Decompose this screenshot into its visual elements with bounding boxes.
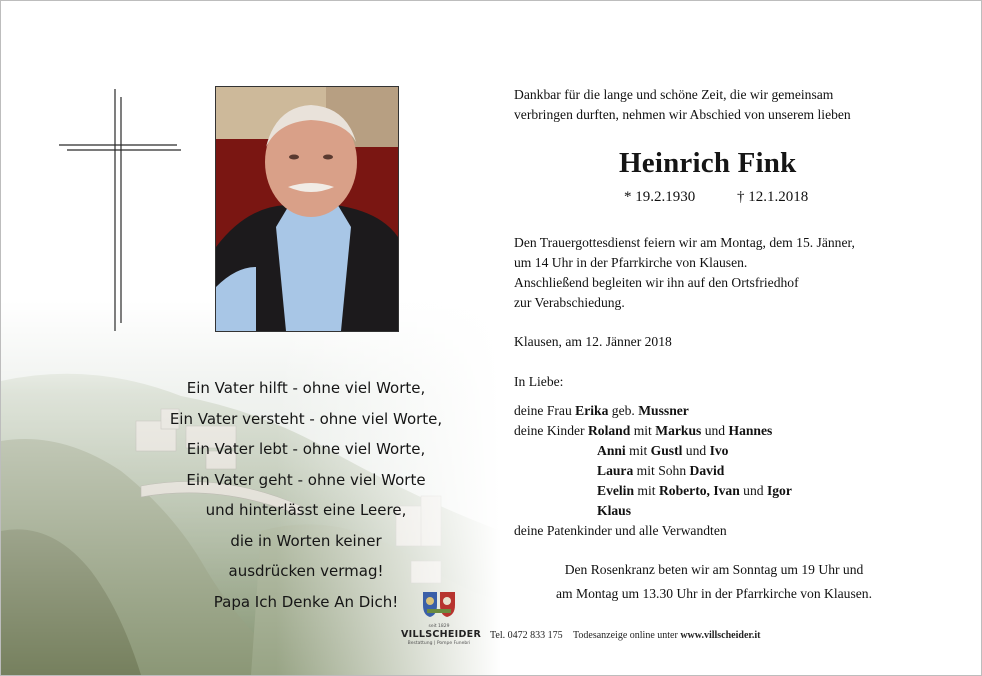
- poem: [141, 373, 471, 617]
- poem-line: Ein Vater geht - ohne viel Worte: [186, 470, 426, 489]
- place-date: Klausen, am 12. Jänner 2018: [514, 334, 672, 349]
- poem-line: die in Worten keiner: [230, 531, 382, 550]
- family-child-line: Laura mit Sohn David: [597, 463, 725, 478]
- cross-icon: [59, 87, 181, 333]
- portrait-photo: [215, 86, 399, 332]
- poem-line: und hinterlässt eine Leere,: [205, 501, 407, 519]
- birth-date: * 19.2.1930: [624, 189, 696, 205]
- poem-line: ausdrücken vermag!: [228, 562, 384, 580]
- footer-online-link[interactable]: Todesanzeige online unter www.villscheider.it: [573, 630, 761, 641]
- life-dates: [624, 189, 808, 206]
- family-wife-line: deine Frau Erika geb. Mussner: [514, 403, 689, 418]
- logo-subtitle: Bestattung | Pompe Funebri: [407, 641, 471, 646]
- rosary-text: Den Rosenkranz beten wir am Sonntag um 19 Uhr und am Montag um 13.30 Uhr in der Pfarrkirche von Klausen.: [556, 562, 872, 601]
- family-others-line: deine Patenkinder und alle Verwandten: [514, 523, 727, 538]
- in-liebe-heading: In Liebe:: [514, 374, 564, 389]
- logo-since: seit 1829: [428, 624, 450, 629]
- family-child-line: Klaus: [597, 503, 631, 518]
- family-child-line: Anni mit Gustl und Ivo: [597, 443, 729, 458]
- death-date: † 12.1.2018: [737, 189, 809, 205]
- poem-line: Papa Ich Denke An Dich!: [213, 592, 399, 611]
- poem-line: Ein Vater versteht - ohne viel Worte,: [169, 409, 443, 428]
- deceased-name: Heinrich Fink: [619, 147, 797, 179]
- poem-line: Ein Vater lebt - ohne viel Worte,: [186, 440, 426, 458]
- family-list: [514, 401, 792, 541]
- family-child-line: Evelin mit Roberto, Ivan und Igor: [597, 483, 792, 498]
- family-child-line: deine Kinder Roland mit Markus und Hannes: [514, 423, 773, 438]
- poem-line: Ein Vater hilft - ohne viel Worte,: [186, 379, 426, 397]
- villscheider-logo: [401, 589, 482, 669]
- coat-of-arms-icon: [419, 589, 459, 619]
- intro-text: Dankbar für die lange und schöne Zeit, die wir gemeinsam verbringen durften, nehmen wir Abschied von unserem lieben: [514, 87, 851, 122]
- logo-name: VILLSCHEIDER: [401, 629, 482, 640]
- footer-telephone: Tel. 0472 833 175: [490, 630, 563, 641]
- funeral-service-text: Den Trauergottesdienst feiern wir am Montag, dem 15. Jänner, um 14 Uhr in der Pfarrkirche von Klausen. Anschließend begleiten wir ihn auf den Ortsfriedhof zur Verabschiedung.: [514, 235, 855, 310]
